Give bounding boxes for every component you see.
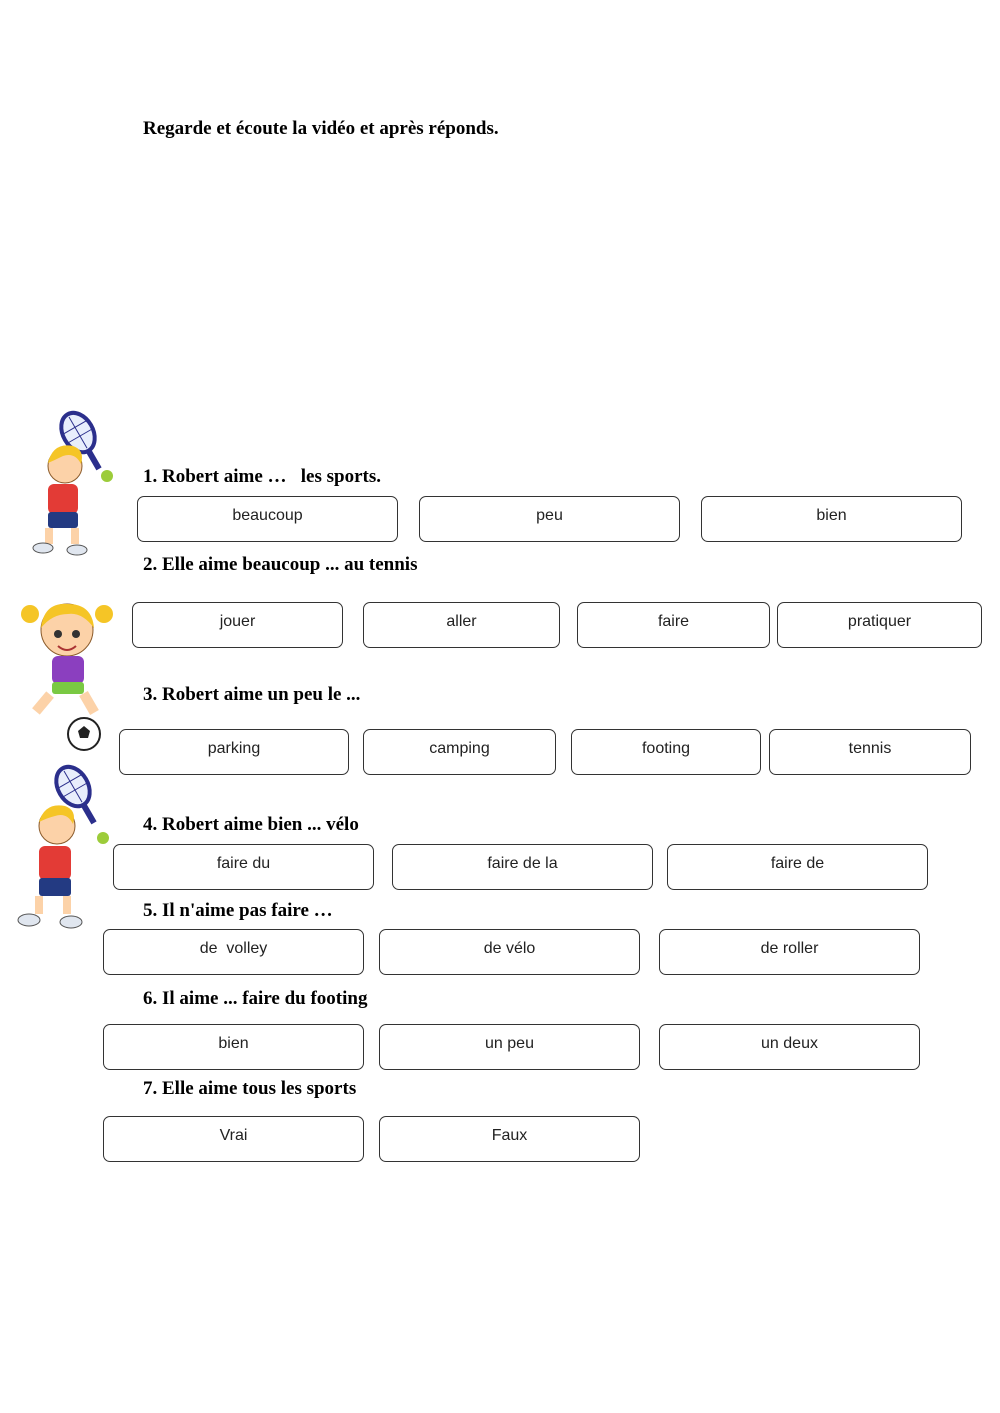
question-4-text: 4. Robert aime bien ... vélo xyxy=(143,814,359,835)
q3-option-tennis[interactable]: tennis xyxy=(769,729,971,775)
question-6-text: 6. Il aime ... faire du footing xyxy=(143,988,368,1009)
q1-option-peu[interactable]: peu xyxy=(419,496,680,542)
question-5-text: 5. Il n'aime pas faire … xyxy=(143,900,333,921)
q1-option-beaucoup[interactable]: beaucoup xyxy=(137,496,398,542)
q1-option-bien[interactable]: bien xyxy=(701,496,962,542)
q7-option-vrai[interactable]: Vrai xyxy=(103,1116,364,1162)
q6-option-un-deux[interactable]: un deux xyxy=(659,1024,920,1070)
boy-tennis-illustration xyxy=(5,762,110,934)
question-7-text: 7. Elle aime tous les sports xyxy=(143,1078,357,1099)
q5-option-de-velo[interactable]: de vélo xyxy=(379,929,640,975)
q4-option-faire-du[interactable]: faire du xyxy=(113,844,374,890)
question-2-text: 2. Elle aime beaucoup ... au tennis xyxy=(143,554,418,575)
instruction-text: Regarde et écoute la vidéo et après réponds. xyxy=(143,118,499,139)
q3-option-footing[interactable]: footing xyxy=(571,729,761,775)
q6-option-un-peu[interactable]: un peu xyxy=(379,1024,640,1070)
question-3-text: 3. Robert aime un peu le ... xyxy=(143,684,361,705)
q2-option-aller[interactable]: aller xyxy=(363,602,560,648)
q5-option-de-roller[interactable]: de roller xyxy=(659,929,920,975)
q4-option-faire-de-la[interactable]: faire de la xyxy=(392,844,653,890)
q3-option-camping[interactable]: camping xyxy=(363,729,556,775)
q2-option-faire[interactable]: faire xyxy=(577,602,770,648)
question-1-text: 1. Robert aime … les sports. xyxy=(143,466,381,487)
q2-option-jouer[interactable]: jouer xyxy=(132,602,343,648)
q5-option-de-volley[interactable]: de volley xyxy=(103,929,364,975)
q6-option-bien[interactable]: bien xyxy=(103,1024,364,1070)
girl-soccer-illustration xyxy=(18,596,118,754)
q7-option-faux[interactable]: Faux xyxy=(379,1116,640,1162)
boy-tennis-illustration xyxy=(15,408,120,560)
q3-option-parking[interactable]: parking xyxy=(119,729,349,775)
q2-option-pratiquer[interactable]: pratiquer xyxy=(777,602,982,648)
q4-option-faire-de[interactable]: faire de xyxy=(667,844,928,890)
